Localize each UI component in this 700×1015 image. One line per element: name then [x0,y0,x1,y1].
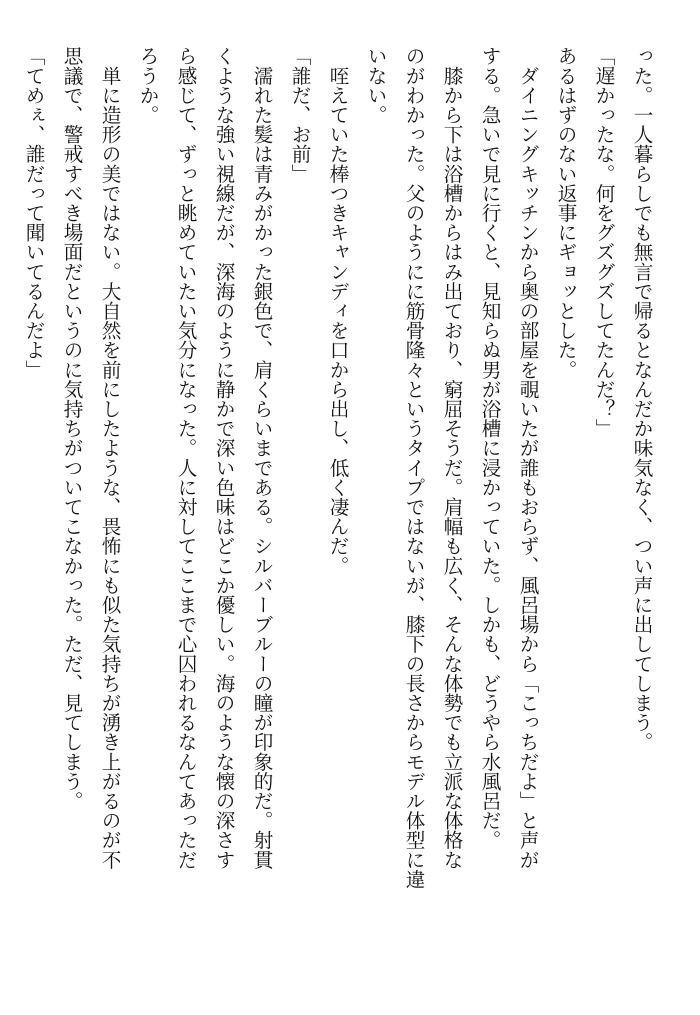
text-line: くような強い視線だが、深海のように静かで深い色味はどこか優しい。海のような懐の深さす [212,46,235,870]
text-line: ダイニングキッチンから奥の部屋を覗いたが誰もおらず、風呂場から「こっちだよ」と声が [516,46,539,870]
text-line: 単に造形の美ではない。大自然を前にしたような、畏怖にも似た気持ちが湧き上がるのが不 [98,46,121,870]
text-line: あるはずのない返事にギョッとした。 [554,46,577,380]
text-line: 「てめぇ、誰だって聞いてるんだよ」 [22,46,45,380]
vertical-text-body [22,46,660,976]
text-line: った。一人暮らしでも無言で帰るとなんだか味気なく、つい声に出してしまう。 [630,46,653,752]
text-line: 濡れた髪は青みがかった銀色で、肩くらいまである。シルバーブルーの瞳が印象的だ。射貫 [250,46,273,870]
text-line: いない。 [364,46,387,125]
text-line: する。急いで見に行くと、見知らぬ男が浴槽に浸かっていた。しかも、どうやら水風呂だ。 [478,46,501,850]
text-line: のがわかった。父のようにに筋骨隆々というタイプではないが、膝下の長さからモデル体型に違 [402,46,425,889]
text-line: ら感じて、ずっと眺めていたい気分になった。人に対してここまで心囚われるなんてあっただ [174,46,197,870]
text-line: 思議で、警戒すべき場面だというのに気持ちがついてこなかった。ただ、見てしまう。 [60,46,83,811]
text-line: ろうか。 [136,46,159,125]
text-line: 「誰だ、お前」 [288,46,311,184]
text-line: 「遅かったな。何をグズグズしてたんだ？」 [592,46,615,438]
text-line: 膝から下は浴槽からはみ出ており、窮屈そうだ。肩幅も広く、そんな体勢でも立派な体格な [440,46,463,870]
text-line: 咥えていた棒つきキャンディを口から出し、低く凄んだ。 [326,46,349,576]
